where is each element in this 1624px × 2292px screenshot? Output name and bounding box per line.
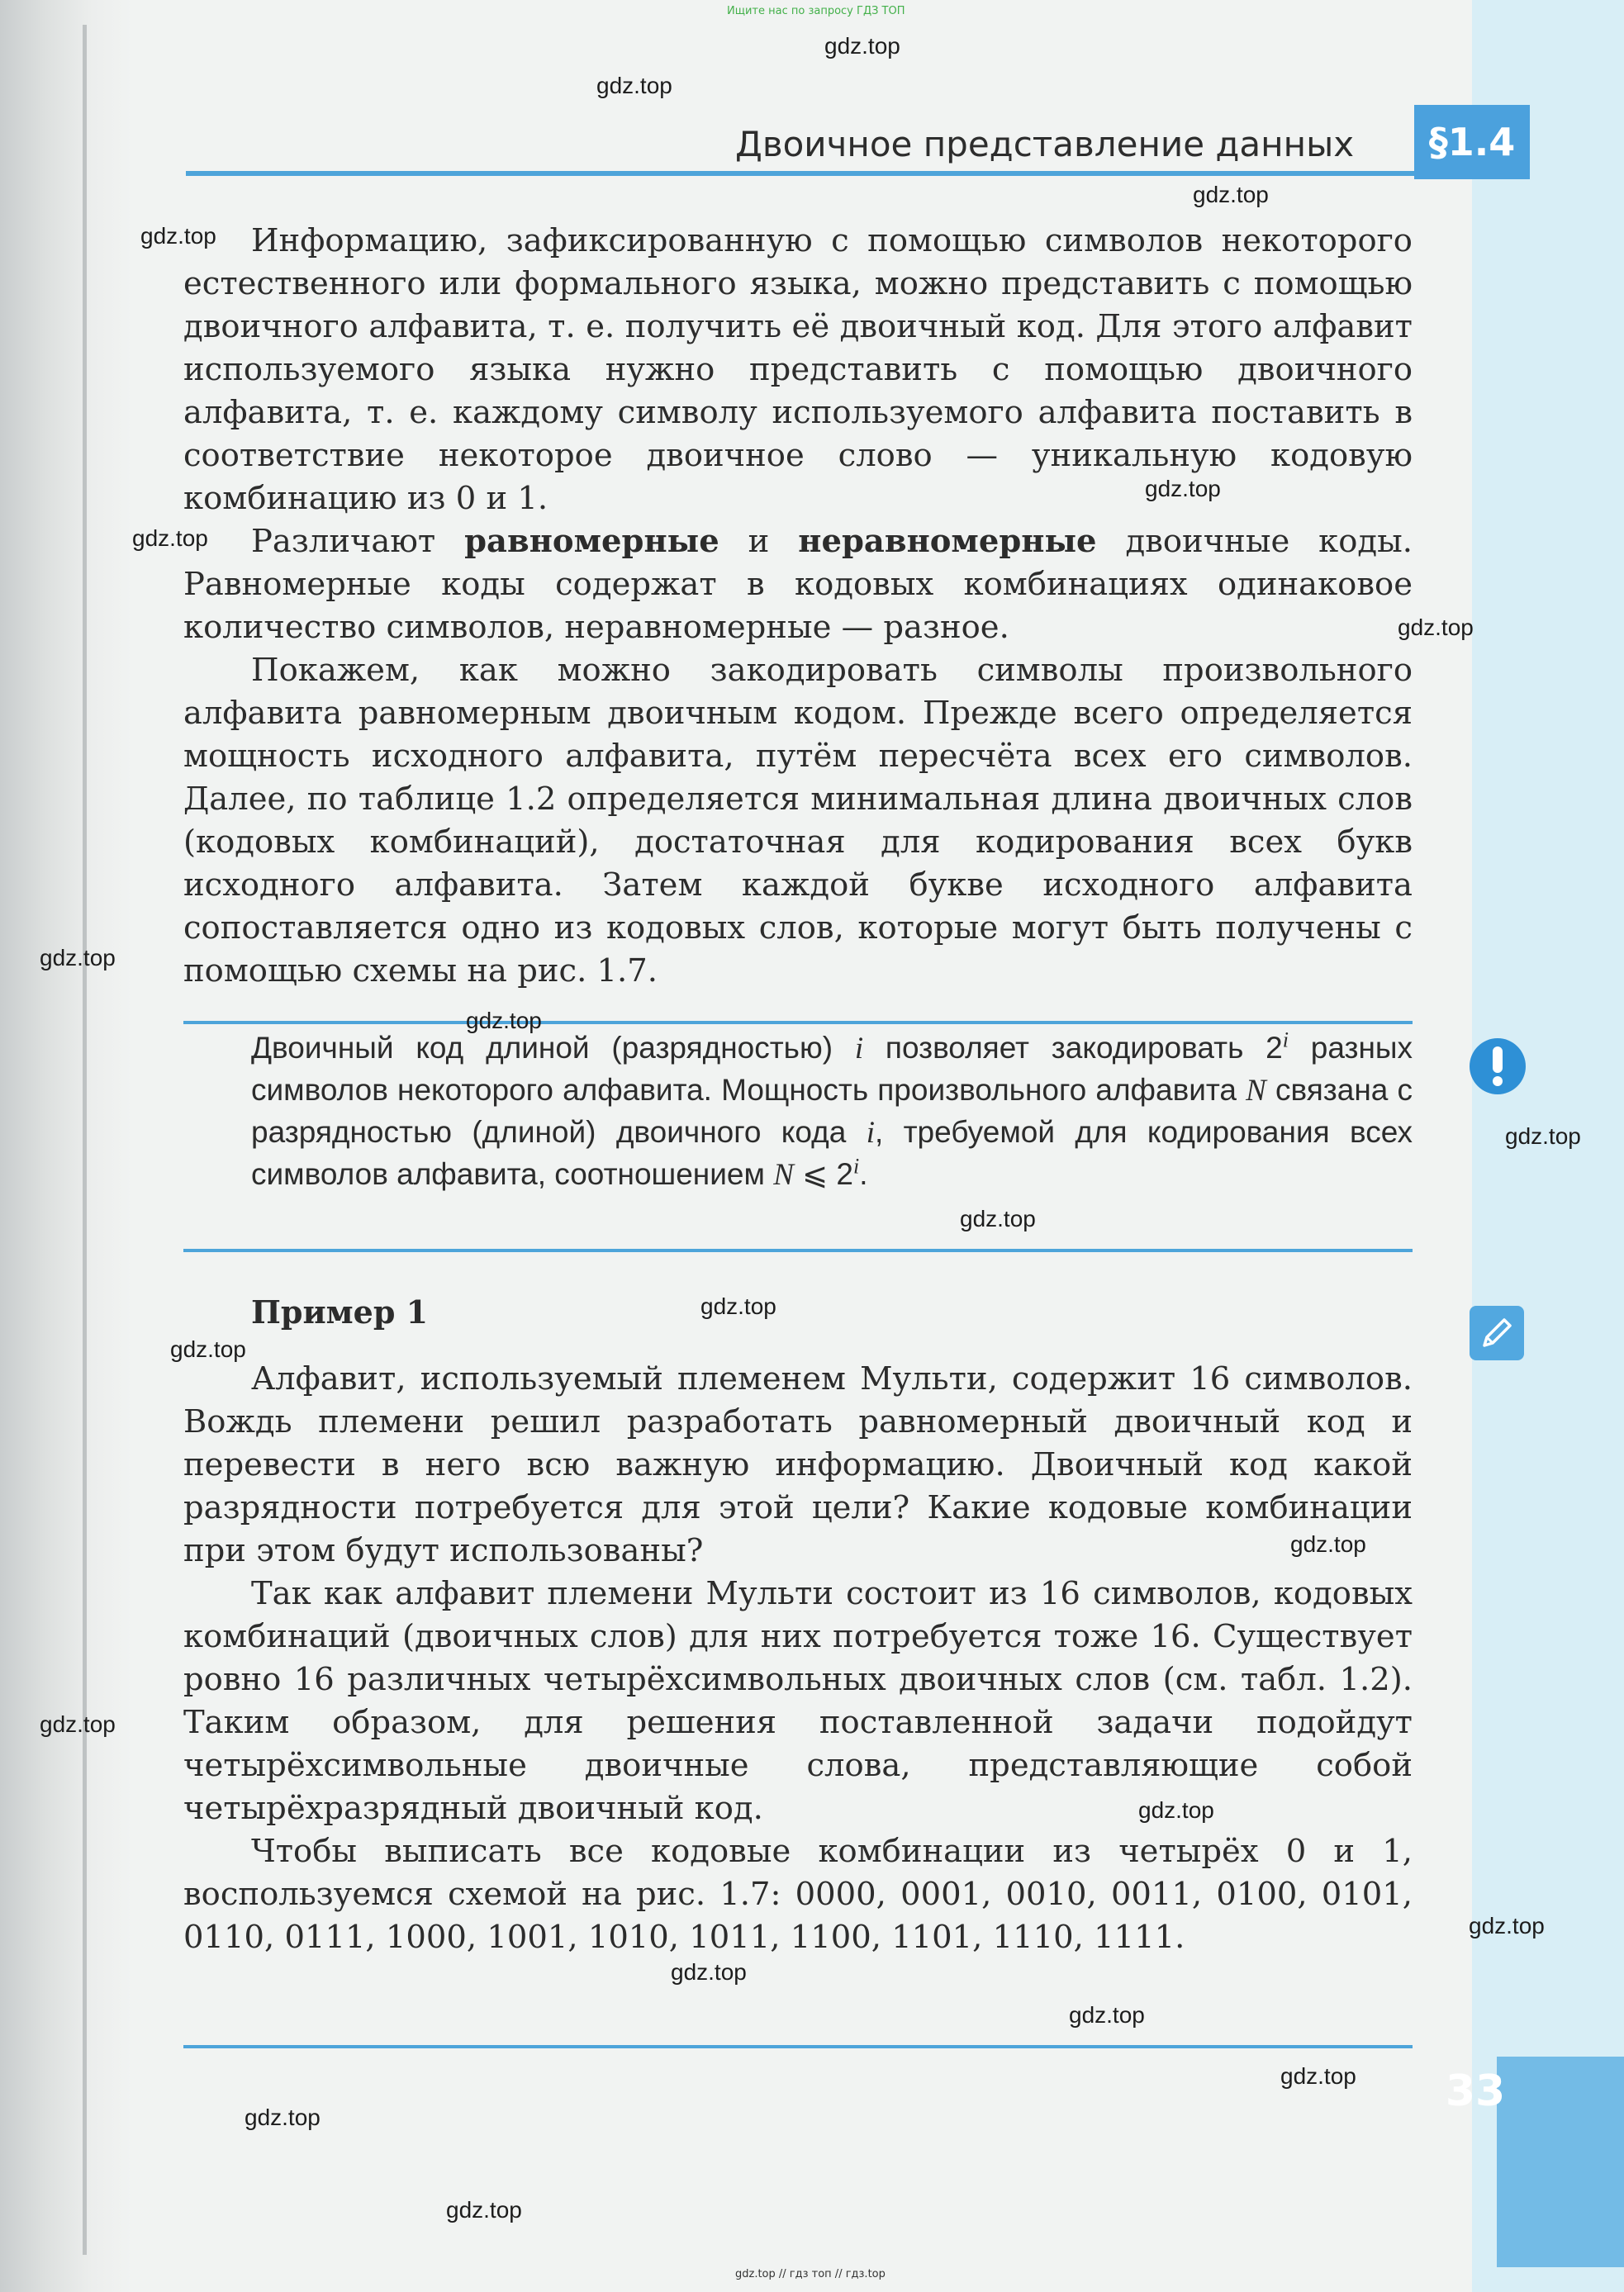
watermark: gdz.top — [700, 1293, 776, 1319]
section-badge: §1.4 — [1414, 105, 1530, 179]
watermark: gdz.top — [132, 525, 208, 551]
watermark: gdz.top — [596, 73, 672, 98]
watermark: gdz.top — [960, 1206, 1036, 1231]
paragraph-3 — [183, 649, 1413, 993]
definition-bottom-rule — [183, 1249, 1413, 1252]
example-heading: Пример 1 — [251, 1293, 429, 1331]
top-note: Ищите нас по запросу ГДЗ ТОП — [727, 5, 905, 17]
header-divider — [186, 171, 1417, 176]
watermark: gdz.top — [1398, 615, 1474, 640]
example-paragraph-2: Так как алфавит племени Мульти состоит из 16 символов, кодовых комбинаций (двоичных слов) для них потребуется тоже 16. Существует ровно 16 различных четырёхсимвольных двоичных слов (см. табл. 1.2). Таким образом, для решения поставленной задачи подойдут четырёхсимвольные двоичные слова, представляющие собой четырёхразрядный двоичный код. — [183, 1575, 1413, 1827]
term-nonuniform: неравномерные — [798, 523, 1097, 560]
watermark: gdz.top — [824, 33, 900, 59]
page-number: 33 — [1445, 2067, 1506, 2116]
watermark: gdz.top — [1469, 1913, 1545, 1938]
watermark: gdz.top — [1069, 2002, 1145, 2028]
example-paragraph-3: Чтобы выписать все кодовые комбинации из четырёх 0 и 1, воспользуемся схемой на рис. 1.7: 0000, 0001, 0010, 0011, 0100, 0101, 0110, 0111, 1000, 1001, 1010, 1011, 1100, 1101, 1110, 1111. — [183, 1833, 1413, 1956]
watermark: gdz.top — [1145, 476, 1221, 501]
watermark: gdz.top — [140, 223, 216, 249]
paragraph-1-text: Информацию, зафиксированную с помощью символов некоторого естественного или формального языка, можно представить с помощью двоичного алфавита, т. е. получить её двоичный код. Для этого алфавит используемого языка нужно представить с помощью двоичного алфавита, т. е. каждому символу используемого алфавита поставить в соответствие некоторое двоичное слово — уникальную кодовую комбинацию из 0 и 1. — [183, 222, 1413, 517]
bottom-note: gdz.top // гдз топ // гдз.top — [735, 2268, 886, 2280]
example-paragraph-1: Алфавит, используемый племенем Мульти, содержит 16 символов. Вождь племени решил разработать равномерный двоичный код и перевести в него всю важную информацию. Двоичный код какой разрядности потребуется для этой цели? Какие кодовые комбинации при этом будут использованы? — [183, 1360, 1413, 1569]
exclamation-icon — [1470, 1038, 1526, 1094]
watermark: gdz.top — [1290, 1531, 1366, 1557]
footer-rule — [183, 2045, 1413, 2048]
watermark: gdz.top — [40, 1711, 116, 1737]
paragraph-3-text: Покажем, как можно закодировать символы произвольного алфавита равномерным двоичным кодом. Прежде всего определяется мощность исходного алфавита, путём пересчёта всех его символов. Далее, по таблице 1.2 определяется минимальная длина двоичных слов (кодовых комбинаций), достаточная для кодирования всех букв исходного алфавита. Затем каждой букве исходного алфавита сопоставляется одно из кодовых слов, которые могут быть получены с помощью схемы на рис. 1.7. — [183, 652, 1413, 989]
definition-box: Двоичный код длиной (разрядностью) i позволяет закодировать 2$^i$ разных символов некоторого алфавита. Мощность произвольного алфавита N связана с разрядностью (длиной) двоичного кода i, требуемой для кодирования всех символов алфавита, соотношением N ⩽ 2$^i$. — [251, 1027, 1413, 1192]
page-number-tab — [1497, 2057, 1624, 2267]
term-uniform: равномерные — [464, 523, 719, 560]
watermark: gdz.top — [466, 1008, 542, 1033]
watermark: gdz.top — [40, 945, 116, 970]
watermark: gdz.top — [1280, 2063, 1356, 2089]
spine-fold-line — [83, 25, 87, 2255]
pencil-icon — [1470, 1306, 1524, 1360]
watermark: gdz.top — [671, 1959, 747, 1985]
page-title: Двоичное представление данных — [735, 124, 1355, 164]
paragraph-1 — [183, 220, 1413, 520]
book-spine-shadow — [0, 0, 132, 2292]
watermark: gdz.top — [170, 1336, 246, 1362]
watermark: gdz.top — [245, 2105, 321, 2130]
paragraph-2: Различают равномерные и неравномерные двоичные коды. Равномерные коды содержат в кодовых комбинациях одинаковое количество символов, неравномерные — разное. — [183, 523, 1413, 646]
definition-top-rule — [183, 1021, 1413, 1024]
watermark: gdz.top — [1193, 182, 1269, 207]
watermark: gdz.top — [446, 2197, 522, 2223]
watermark: gdz.top — [1138, 1797, 1214, 1823]
watermark: gdz.top — [1505, 1123, 1581, 1149]
